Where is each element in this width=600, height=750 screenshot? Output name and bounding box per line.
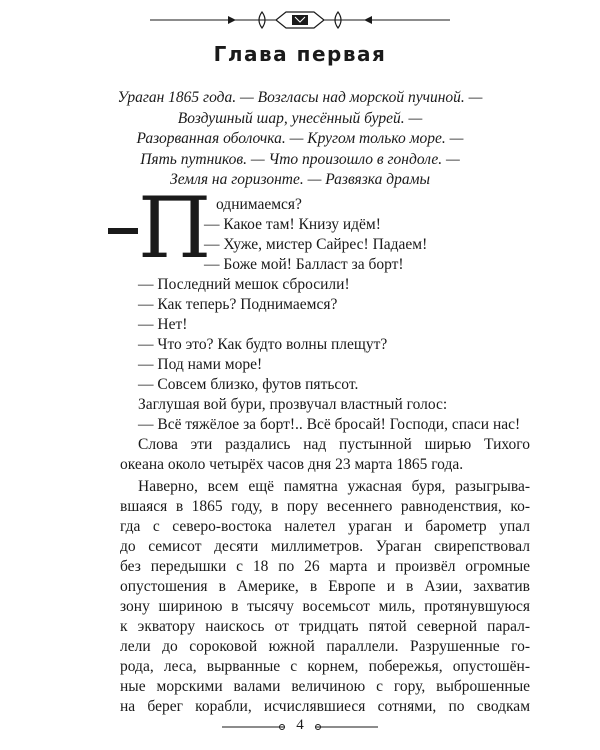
dialogue-line: — Всё тяжёлое за борт!.. Всё бросай! Господи, спаси нас!: [138, 416, 521, 433]
paragraph-line: гда с северо-востока налетел ураган и барометр упал: [120, 518, 530, 535]
paragraph-line: океана около четырёх часов дня 23 марта 1865 года.: [120, 456, 464, 473]
dialogue-line: однимаемся?: [216, 196, 302, 213]
dialogue-line: — Под нами море!: [138, 356, 263, 373]
drop-cap-dash: [108, 228, 138, 234]
summary-line: Ураган 1865 года. — Возгласы над морской пучиной. —: [117, 89, 483, 106]
page-number: 4: [296, 717, 304, 733]
top-ornament: [150, 8, 450, 32]
summary-line: Разорванная оболочка. — Кругом только море. —: [136, 130, 464, 147]
paragraph-line: Наверно, всем ещё памятна ужасная буря, разыгрыва-: [138, 478, 530, 495]
dialogue-line: — Что это? Как будто волны плещут?: [138, 336, 388, 353]
summary-line: Пять путников. — Что произошло в гондоле. —: [140, 150, 460, 168]
page-footer: [222, 716, 378, 738]
paragraph-line: без передышки с 18 по 26 марта и произвёл огромные: [120, 558, 530, 575]
dialogue-line: — Как теперь? Поднимаемся?: [138, 296, 338, 313]
paragraph-line: зону шириною в тысячу восемьсот миль, протянувшуюся: [120, 598, 530, 615]
dialogue-line: — Какое там! Книзу идём!: [204, 216, 381, 233]
drop-cap: П: [138, 179, 212, 277]
chapter-summary: [80, 88, 520, 191]
narration-line: Заглушая вой бури, прозвучал властный голос:: [138, 396, 448, 413]
paragraph-line: Слова эти раздались над пустынной ширью Тихого: [138, 436, 530, 453]
dialogue-line: — Хуже, мистер Сайрес! Падаем!: [204, 236, 428, 253]
dialogue-line: — Боже мой! Балласт за борт!: [204, 256, 404, 273]
paragraph-line: опустошения в Америке, в Европе и в Азии, захватив: [120, 578, 530, 595]
paragraph-line: до семисот десяти миллиметров. Ураган свирепствовал: [120, 538, 530, 555]
chapter-title: Глава первая: [213, 42, 387, 66]
paragraph-line: вшаяся в 1865 году, в пору весеннего равноденствия, ко-: [120, 498, 530, 515]
dialogue-line: — Последний мешок сбросили!: [138, 276, 350, 293]
paragraph-line: ные морскими валами величиною с гору, выброшенные: [120, 678, 530, 695]
summary-line: Земля на горизонте. — Развязка драмы: [170, 171, 430, 188]
summary-line: Воздушный шар, унесённый бурей. —: [177, 109, 423, 127]
paragraph-line: лели до сороковой южной параллели. Разрушенные го-: [120, 638, 530, 655]
dialogue-line: — Совсем близко, футов пятьсот.: [138, 376, 359, 393]
paragraph-line: на берег корабли, исчислявшиеся сотнями, по сводкам: [120, 698, 530, 715]
paragraph-line: рода, леса, вырванные с корнем, побережья, опустошён-: [120, 658, 530, 675]
paragraph-line: к экватору наискось от тридцать пятой северной парал-: [120, 618, 530, 635]
dialogue-line: — Нет!: [138, 316, 188, 333]
